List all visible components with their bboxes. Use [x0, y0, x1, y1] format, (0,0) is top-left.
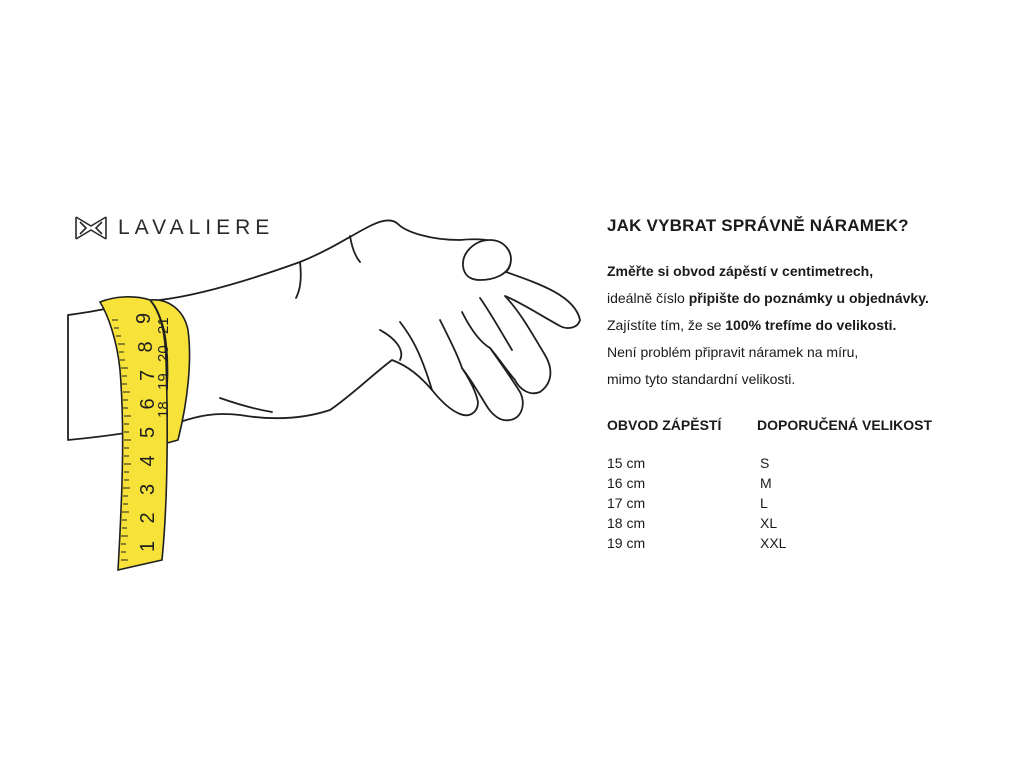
bracelet-size-cell: S [760, 455, 770, 471]
tape-number: 20 [155, 345, 172, 362]
instruction-emphasis: 100% trefíme do velikosti. [725, 317, 897, 333]
wrist-size-cell: 18 cm [607, 515, 646, 531]
wrist-size-cell: 17 cm [607, 495, 646, 511]
instruction-line [607, 285, 1007, 312]
tape-number: 4 [137, 455, 159, 467]
tape-number: 1 [137, 540, 159, 552]
tape-number: 2 [137, 512, 159, 524]
page-title: JAK VYBRAT SPRÁVNĚ NÁRAMEK? [607, 216, 909, 235]
table-row [607, 473, 1007, 493]
instruction-text: ideálně číslo [607, 290, 689, 306]
table-row [607, 513, 1007, 533]
wrist-size-cell: 15 cm [607, 455, 646, 471]
bracelet-size-cell: XL [760, 515, 778, 531]
instruction-text: mimo tyto standardní velikosti. [607, 371, 796, 387]
size-table [607, 417, 1007, 553]
tape-number: 3 [137, 483, 159, 495]
bracelet-size-cell: M [760, 475, 772, 491]
tape-number: 8 [135, 341, 157, 353]
instruction-text: Není problém připravit náramek na míru, [607, 344, 859, 360]
instruction-line [607, 339, 1007, 366]
table-row [607, 493, 1007, 513]
tape-number: 5 [137, 426, 159, 438]
wrist-size-cell: 19 cm [607, 535, 646, 551]
instruction-line [607, 258, 1007, 285]
instruction-line [607, 312, 1007, 339]
size-table-header [607, 417, 1007, 433]
tape-number: 7 [137, 369, 159, 381]
instructions [607, 258, 1007, 393]
tape-number: 9 [133, 312, 155, 324]
instruction-line [607, 366, 1007, 393]
tape-number: 18 [155, 401, 172, 418]
table-row [607, 533, 1007, 553]
header-wrist: OBVOD ZÁPĚSTÍ [607, 417, 722, 433]
brand-name: LAVALIERE [118, 216, 275, 239]
instruction-emphasis: připište do poznámky u objednávky. [688, 290, 929, 306]
wrist-size-cell: 16 cm [607, 475, 646, 491]
hand-measuring-illustration [60, 215, 590, 575]
tape-number: 6 [137, 398, 159, 410]
table-row [607, 453, 1007, 473]
bracelet-size-cell: L [760, 495, 768, 511]
header-size: DOPORUČENÁ VELIKOST [757, 417, 933, 433]
instruction-text: Zajístíte tím, že se [607, 317, 726, 333]
instruction-emphasis: Změřte si obvod zápěstí v centimetrech, [607, 263, 874, 279]
size-guide [607, 216, 1007, 553]
tape-number: 19 [155, 373, 172, 390]
bracelet-size-cell: XXL [760, 535, 787, 551]
size-table-body [607, 453, 1007, 553]
tape-number: 21 [155, 317, 172, 334]
